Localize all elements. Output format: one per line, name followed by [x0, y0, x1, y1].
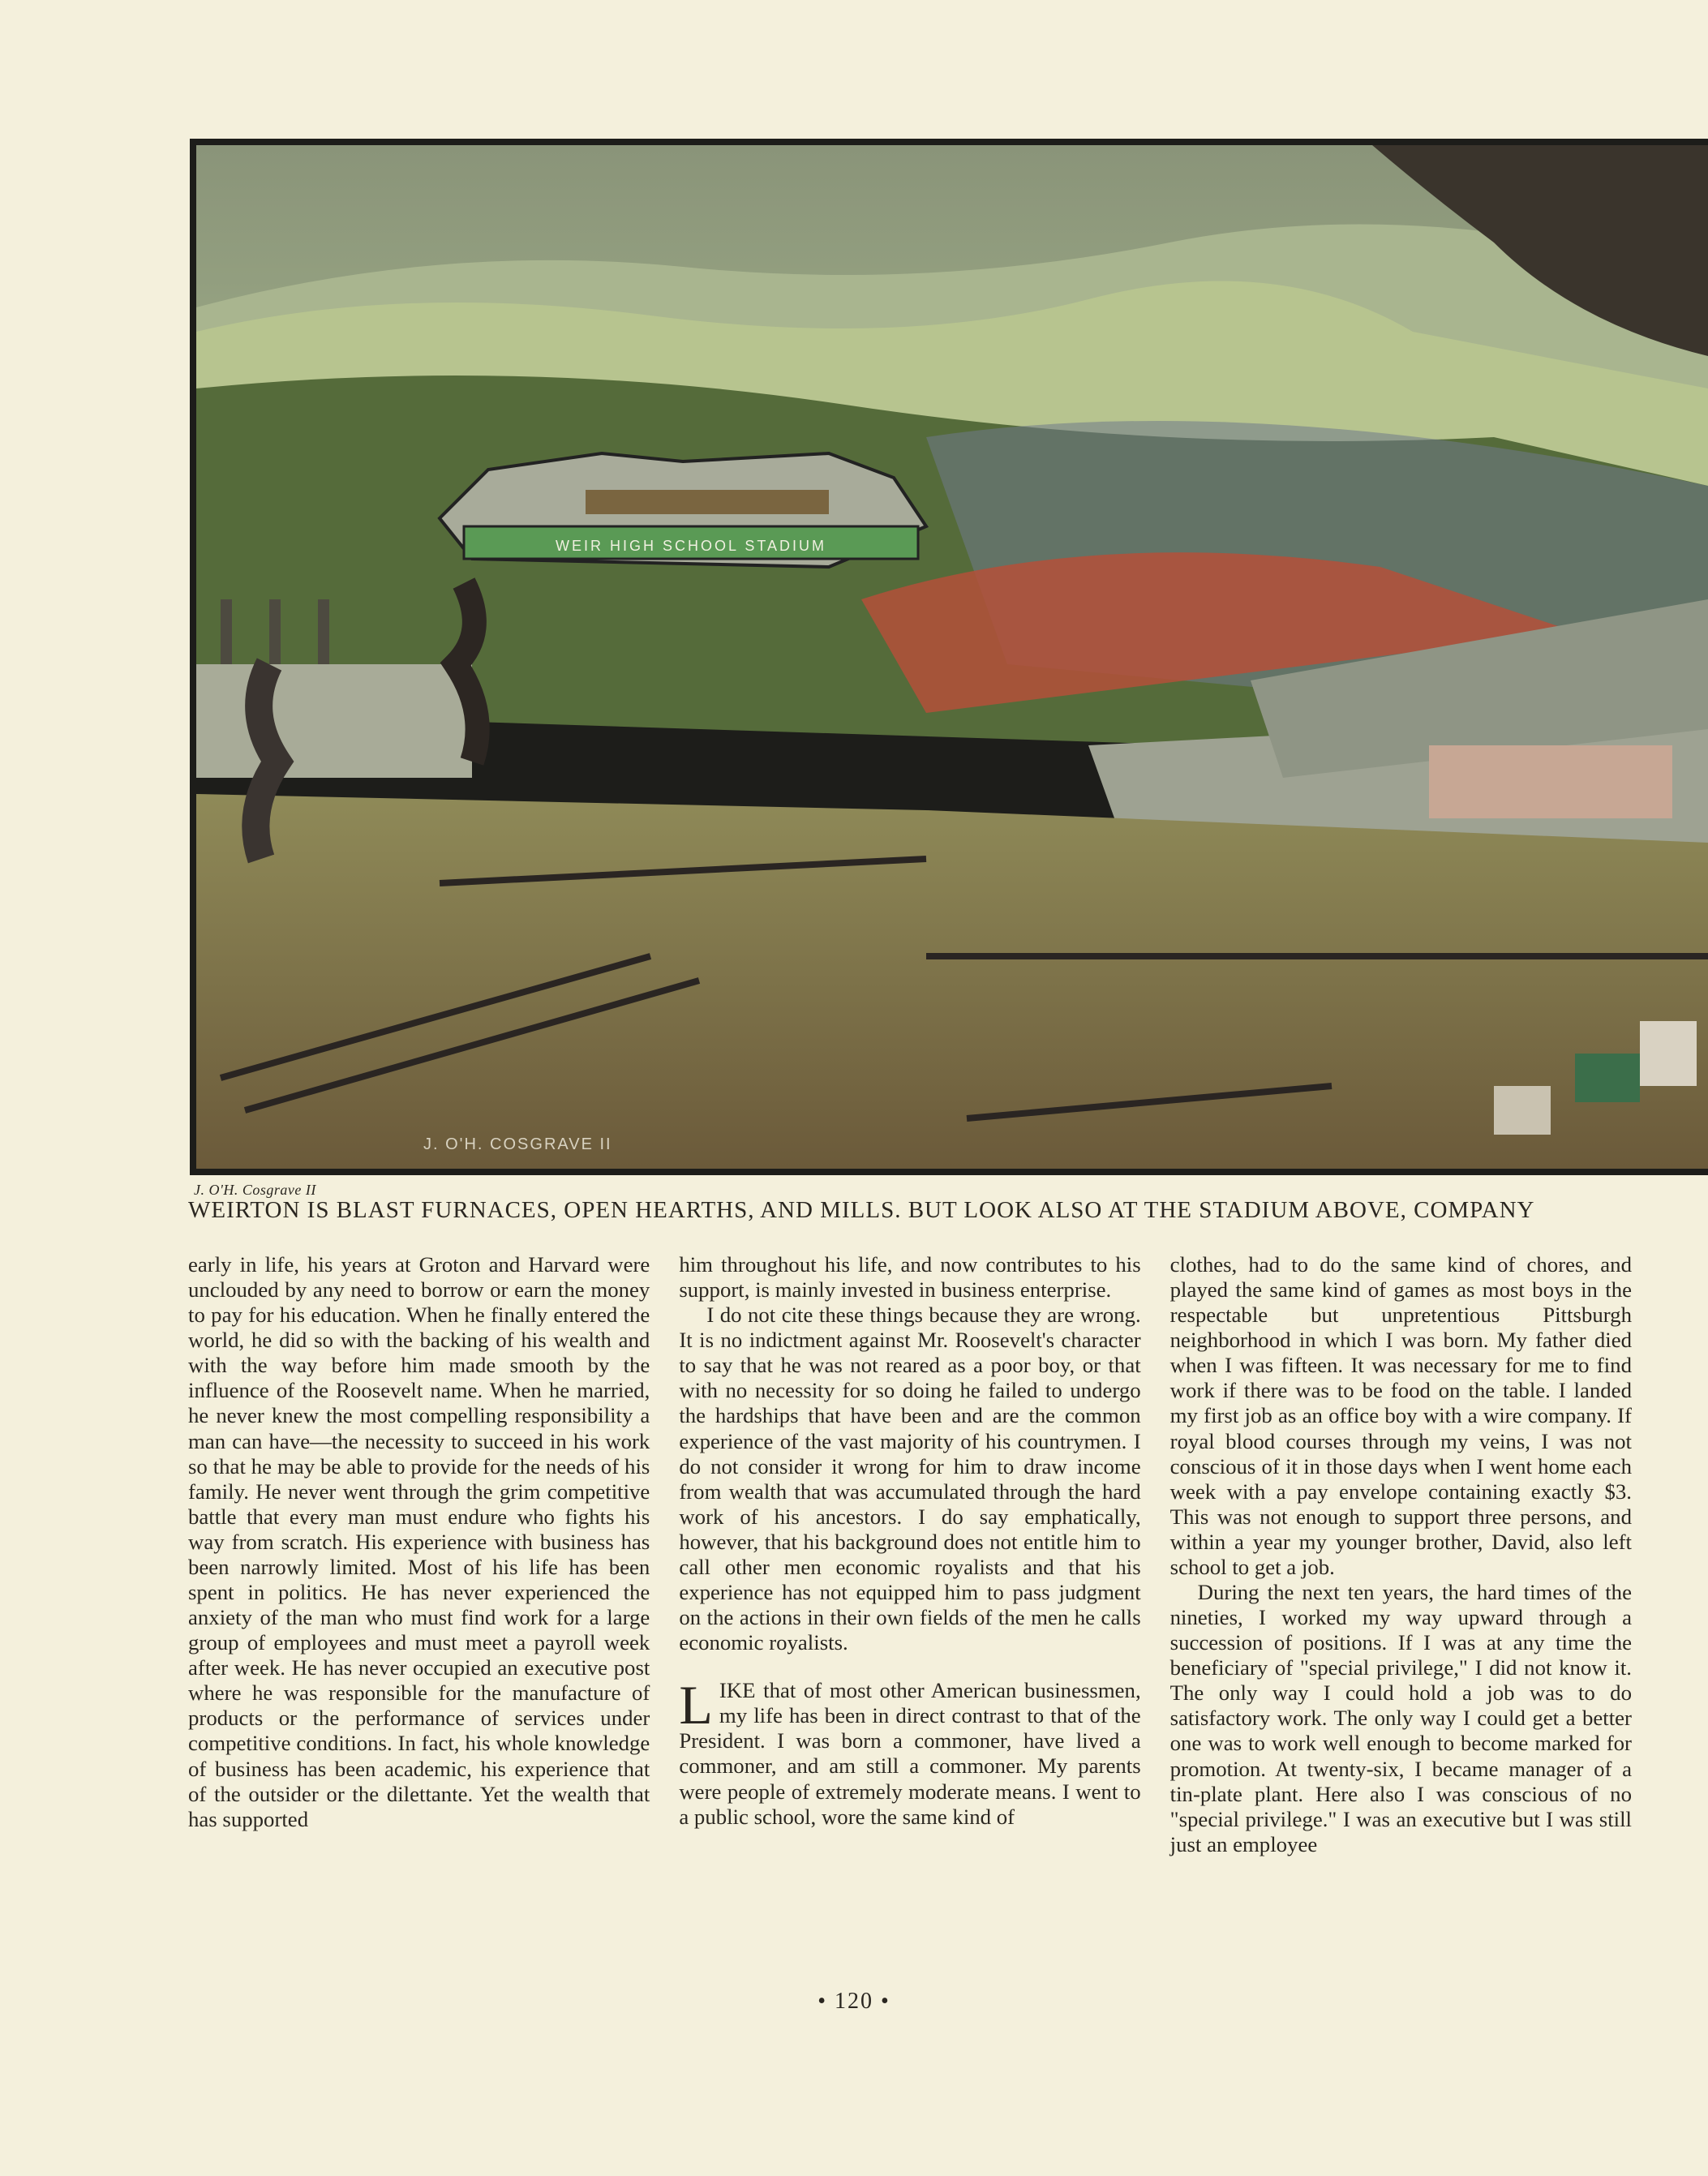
rail-yard-ground: [196, 794, 1708, 1169]
drop-cap: L: [679, 1674, 713, 1736]
weirton-painting: [190, 139, 1708, 1175]
column-1: [188, 1252, 650, 1857]
paragraph-text: IKE that of most other American businessmen, my life has been in direct contrast to that of the President. I was born a commoner, have lived a commoner, and am still a commoner. My parents were people of extremely moderate means. I went to a public school, wore the same kind of: [679, 1678, 1141, 1829]
illustration-credit: J. O'H. Cosgrave II: [194, 1182, 316, 1198]
stadium-sign: WEIR HIGH SCHOOL STADIUM: [555, 538, 827, 554]
illustration-caption: WEIRTON IS BLAST FURNACES, OPEN HEARTHS, AND MILLS. BUT LOOK ALSO AT THE STADIUM ABOVE, COMPANY: [188, 1197, 1535, 1223]
column-3: [1170, 1252, 1632, 1857]
house: [1575, 1054, 1640, 1102]
paragraph: I do not cite these things because they are wrong. It is no indictment against Mr. Roosevelt's character to say that he was not reared as a poor boy, or that with no necessity for so doing he failed to undergo the hardships that have been and are the common experience of the vast majority of his countrymen. I do not consider it wrong for him to draw income from wealth that was accumulated through the hard work of his ancestors. I do say emphatically, however, that his background does not entitle him to call other men economic royalists and that his experience has not equipped him to pass judgment on the actions in their own fields of the men he calls economic royalists.: [679, 1303, 1141, 1655]
mill-left: [196, 664, 472, 778]
paragraph: clothes, had to do the same kind of chores, and played the same kind of games as most boys in the respectable but unpretentious Pittsburgh neighborhood in which I was born. My father died when I was fifteen. It was necessary for me to find work if there was to be food on the table. I landed my first job as an office boy with a wire company. If royal blood courses through my veins, I was not conscious of it in those days when I went home each week with a pay envelope containing exactly $3. This was not enough to support three persons, and within a year my younger brother, David, also left school to get a job.: [1169, 1252, 1632, 1579]
stadium-stands: [586, 490, 829, 514]
house: [1494, 1086, 1551, 1135]
page-number: • 120 •: [818, 1989, 890, 2014]
paragraph: During the next ten years, the hard times of the nineties, I worked my way upward through a succession of positions. If I was at any time the beneficiary of "special privilege," I did not know it. The only way I could hold a job was to do satisfactory work. The only way I could get a better one was to work well enough to become marked for promotion. At twenty-six, I became manager of a tin-plate plant. Here also I was conscious of no "special privilege." I was an executive but I was still just an employee: [1169, 1580, 1632, 1856]
paragraph-dropcap: [679, 1674, 1141, 1829]
brick-building: [1429, 745, 1672, 818]
artist-signature: J. O'H. COSGRAVE II: [423, 1135, 612, 1153]
article-body: [188, 1252, 1632, 1857]
paragraph: early in life, his years at Groton and Harvard were unclouded by any need to borrow or earn the money to pay for his education. When he finally entered the world, he did so with the backing of his wealth and with the way before him made smooth by the influence of the Roosevelt name. When he married, he never knew the most compelling responsibility a man can have—the necessity to succeed in his work so that he may be able to provide for the needs of his family. He never went through the grim competitive battle that every man must endure who fights his way from scratch. His experience with business has been narrowly limited. Most of his life has been spent in politics. He has never experienced the anxiety of the man who must find work for a large group of employees and must meet a payroll week after week. He has never occupied an executive post where he was responsible for the manufacture of products or the performance of services under competitive conditions. In fact, his whole knowledge of business has been academic, his experience that of the outsider or the dilettante. Yet the wealth that has supported: [188, 1252, 650, 1831]
column-2: [679, 1252, 1140, 1857]
paragraph: him throughout his life, and now contributes to his support, is mainly invested in business enterprise.: [679, 1252, 1141, 1303]
painting-canvas: [196, 145, 1708, 1169]
house: [1640, 1021, 1697, 1086]
